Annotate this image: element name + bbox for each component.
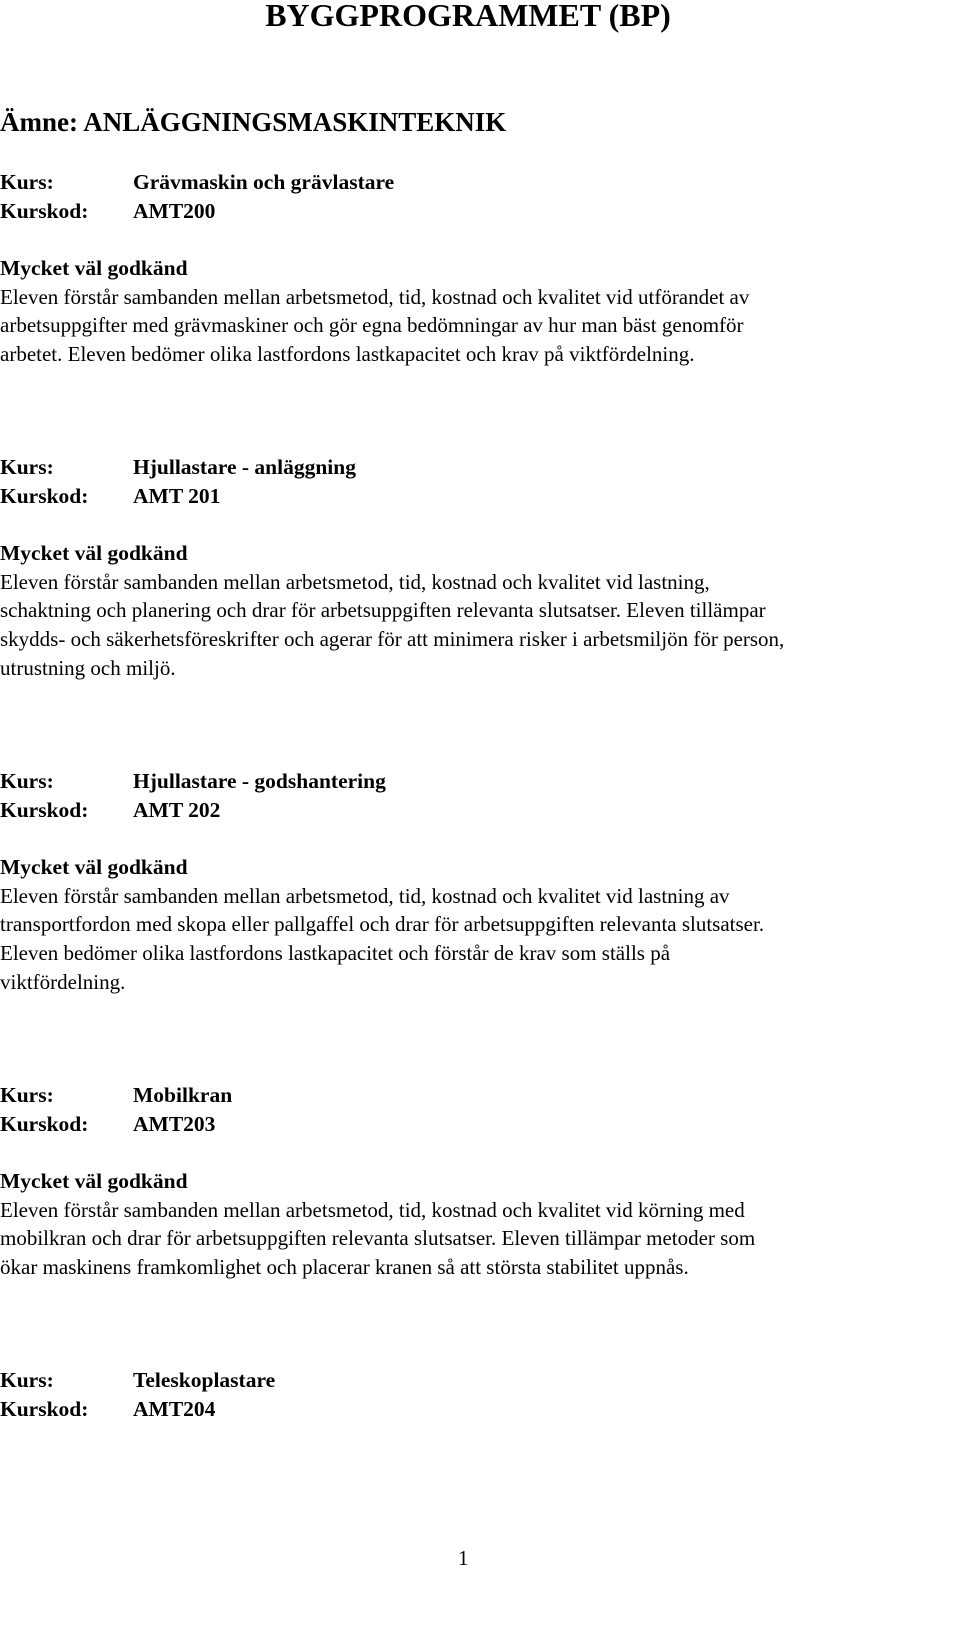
course-code-row — [0, 482, 960, 511]
course-name: Grävmaskin och grävlastare — [133, 170, 395, 194]
course-section — [0, 168, 960, 369]
grade-heading: Mycket väl godkänd — [0, 855, 188, 880]
course-section — [0, 1081, 960, 1282]
grade-description — [0, 568, 960, 682]
description-line: arbetet. Eleven bedömer olika lastfordons lastkapacitet och krav på viktfördelning. — [0, 341, 695, 366]
course-code: AMT204 — [133, 1396, 216, 1421]
course-code: AMT203 — [133, 1111, 216, 1136]
course-row — [0, 453, 960, 482]
course-name: Teleskoplastare — [133, 1368, 276, 1392]
course-code: AMT200 — [133, 198, 216, 223]
description-line: skydds- och säkerhetsföreskrifter och agerar för att minimera risker i arbetsmiljön för person, — [0, 626, 785, 651]
description-line: arbetsuppgifter med grävmaskiner och gör egna bedömningar av hur man bäst genomför — [0, 313, 744, 338]
description-line: schaktning och planering och drar för arbetsuppgiften relevanta slutsatser. Eleven tillämpar — [0, 598, 766, 623]
course-code-row — [0, 1395, 960, 1424]
grade-heading: Mycket väl godkänd — [0, 541, 188, 566]
course-section — [0, 1366, 960, 1423]
grade-description — [0, 1196, 960, 1282]
course-code: AMT 201 — [133, 483, 221, 508]
grade-description — [0, 882, 960, 996]
document-title: BYGGPROGRAMMET (BP) — [265, 0, 671, 33]
course-label: Kurs: — [0, 769, 54, 793]
course-label: Kurs: — [0, 1083, 54, 1107]
course-name: Hjullastare - godshantering — [133, 769, 386, 793]
course-section — [0, 453, 960, 682]
course-row — [0, 1081, 960, 1110]
grade-heading: Mycket väl godkänd — [0, 256, 188, 281]
description-line: transportfordon med skopa eller pallgaffel och drar för arbetsuppgiften relevanta slutsatser. — [0, 912, 765, 937]
course-section — [0, 767, 960, 996]
course-code-row — [0, 796, 960, 825]
description-line: ökar maskinens framkomlighet och placerar kranen så att största stabilitet uppnås. — [0, 1254, 689, 1279]
description-line: utrustning och miljö. — [0, 655, 176, 680]
course-code-label: Kurskod: — [0, 198, 89, 223]
course-code-label: Kurskod: — [0, 1111, 89, 1136]
course-code-row — [0, 197, 960, 226]
course-code-label: Kurskod: — [0, 483, 89, 508]
course-code-label: Kurskod: — [0, 797, 89, 822]
grade-heading: Mycket väl godkänd — [0, 1169, 188, 1194]
description-line: Eleven förstår sambanden mellan arbetsmetod, tid, kostnad och kvalitet vid utförandet av — [0, 284, 750, 309]
course-code-row — [0, 1110, 960, 1139]
subject-heading: Ämne: ANLÄGGNINGSMASKINTEKNIK — [0, 107, 507, 137]
page-number: 1 — [458, 1546, 469, 1570]
grade-description — [0, 283, 960, 369]
description-line: Eleven förstår sambanden mellan arbetsmetod, tid, kostnad och kvalitet vid körning med — [0, 1197, 745, 1222]
course-code: AMT 202 — [133, 797, 221, 822]
course-name: Mobilkran — [133, 1083, 233, 1107]
description-line: Eleven bedömer olika lastfordons lastkapacitet och förstår de krav som ställs på — [0, 940, 671, 965]
course-row — [0, 1366, 960, 1395]
description-line: mobilkran och drar för arbetsuppgiften relevanta slutsatser. Eleven tillämpar metoder som — [0, 1226, 756, 1251]
course-label: Kurs: — [0, 455, 54, 479]
course-label: Kurs: — [0, 1368, 54, 1392]
description-line: viktfördelning. — [0, 969, 126, 994]
course-name: Hjullastare - anläggning — [133, 455, 356, 479]
course-label: Kurs: — [0, 170, 54, 194]
description-line: Eleven förstår sambanden mellan arbetsmetod, tid, kostnad och kvalitet vid lastning, — [0, 569, 710, 594]
course-row — [0, 767, 960, 796]
description-line: Eleven förstår sambanden mellan arbetsmetod, tid, kostnad och kvalitet vid lastning av — [0, 883, 730, 908]
course-row — [0, 168, 960, 197]
course-code-label: Kurskod: — [0, 1396, 89, 1421]
